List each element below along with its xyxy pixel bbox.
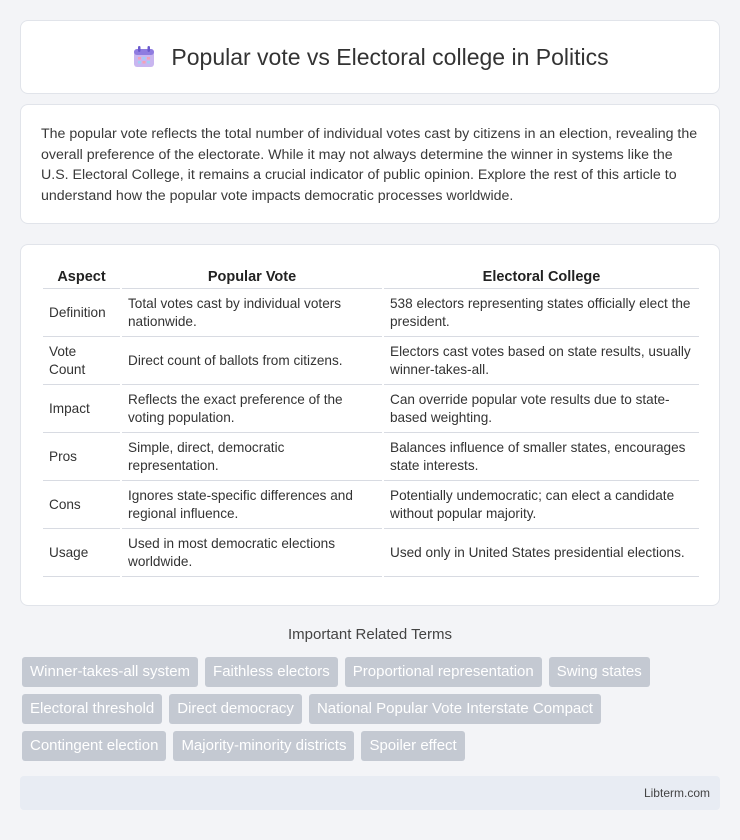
related-term-tag[interactable]: National Popular Vote Interstate Compact	[309, 694, 601, 724]
table-row	[43, 481, 699, 529]
row-popular-vote: Simple, direct, democratic representation.	[121, 433, 383, 481]
table-row	[43, 433, 699, 481]
row-popular-vote: Direct count of ballots from citizens.	[121, 337, 383, 385]
table-header-row	[43, 265, 699, 289]
related-term-tag[interactable]: Majority-minority districts	[173, 731, 354, 761]
row-aspect: Impact	[43, 385, 121, 433]
row-electoral-college: Electors cast votes based on state results, usually winner-takes-all.	[383, 337, 699, 385]
related-term-tag[interactable]: Spoiler effect	[361, 731, 464, 761]
table-row	[43, 337, 699, 385]
intro-card	[20, 104, 720, 224]
row-popular-vote: Reflects the exact preference of the voting population.	[121, 385, 383, 433]
related-terms-title: Important Related Terms	[288, 626, 452, 643]
related-term-tag[interactable]: Direct democracy	[169, 694, 302, 724]
related-term-tag[interactable]: Proportional representation	[345, 657, 542, 687]
row-popular-vote: Used in most democratic elections worldwide.	[121, 529, 383, 577]
row-popular-vote: Ignores state-specific differences and regional influence.	[121, 481, 383, 529]
related-terms-tags	[22, 657, 722, 761]
row-aspect: Usage	[43, 529, 121, 577]
related-term-tag[interactable]: Faithless electors	[205, 657, 338, 687]
row-electoral-college: Can override popular vote results due to state-based weighting.	[383, 385, 699, 433]
footer-site-link[interactable]: Libterm.com	[643, 786, 710, 800]
row-electoral-college: Potentially undemocratic; can elect a candidate without popular majority.	[383, 481, 699, 529]
row-electoral-college: Balances influence of smaller states, encourages state interests.	[383, 433, 699, 481]
header-aspect: Aspect	[43, 265, 121, 289]
related-term-tag[interactable]: Winner-takes-all system	[22, 657, 198, 687]
footer	[20, 776, 720, 810]
row-aspect: Definition	[43, 289, 121, 337]
related-term-tag[interactable]: Swing states	[549, 657, 650, 687]
calendar-icon	[131, 44, 157, 70]
row-electoral-college: 538 electors representing states officially elect the president.	[383, 289, 699, 337]
related-term-tag[interactable]: Electoral threshold	[22, 694, 162, 724]
related-term-tag[interactable]: Contingent election	[22, 731, 166, 761]
row-aspect: Cons	[43, 481, 121, 529]
header-card	[20, 20, 720, 94]
table-row	[43, 529, 699, 577]
page-title: Popular vote vs Electoral college in Politics	[171, 43, 609, 70]
table-row	[43, 289, 699, 337]
comparison-table	[43, 265, 699, 577]
row-aspect: Pros	[43, 433, 121, 481]
header-popular-vote: Popular Vote	[121, 265, 383, 289]
row-aspect: Vote Count	[43, 337, 121, 385]
row-popular-vote: Total votes cast by individual voters nationwide.	[121, 289, 383, 337]
row-electoral-college: Used only in United States presidential elections.	[383, 529, 699, 577]
intro-text: The popular vote reflects the total number of individual votes cast by citizens in an election, revealing the overall preference of the electorate. While it may not always determine the winner in systems like the U.S. Electoral College, it remains a crucial indicator of public opinion. Explore the rest of this article to understand how the popular vote impacts democratic processes worldwide.	[41, 126, 698, 204]
table-row	[43, 385, 699, 433]
comparison-table-card	[20, 244, 720, 606]
header-electoral-college: Electoral College	[383, 265, 699, 289]
